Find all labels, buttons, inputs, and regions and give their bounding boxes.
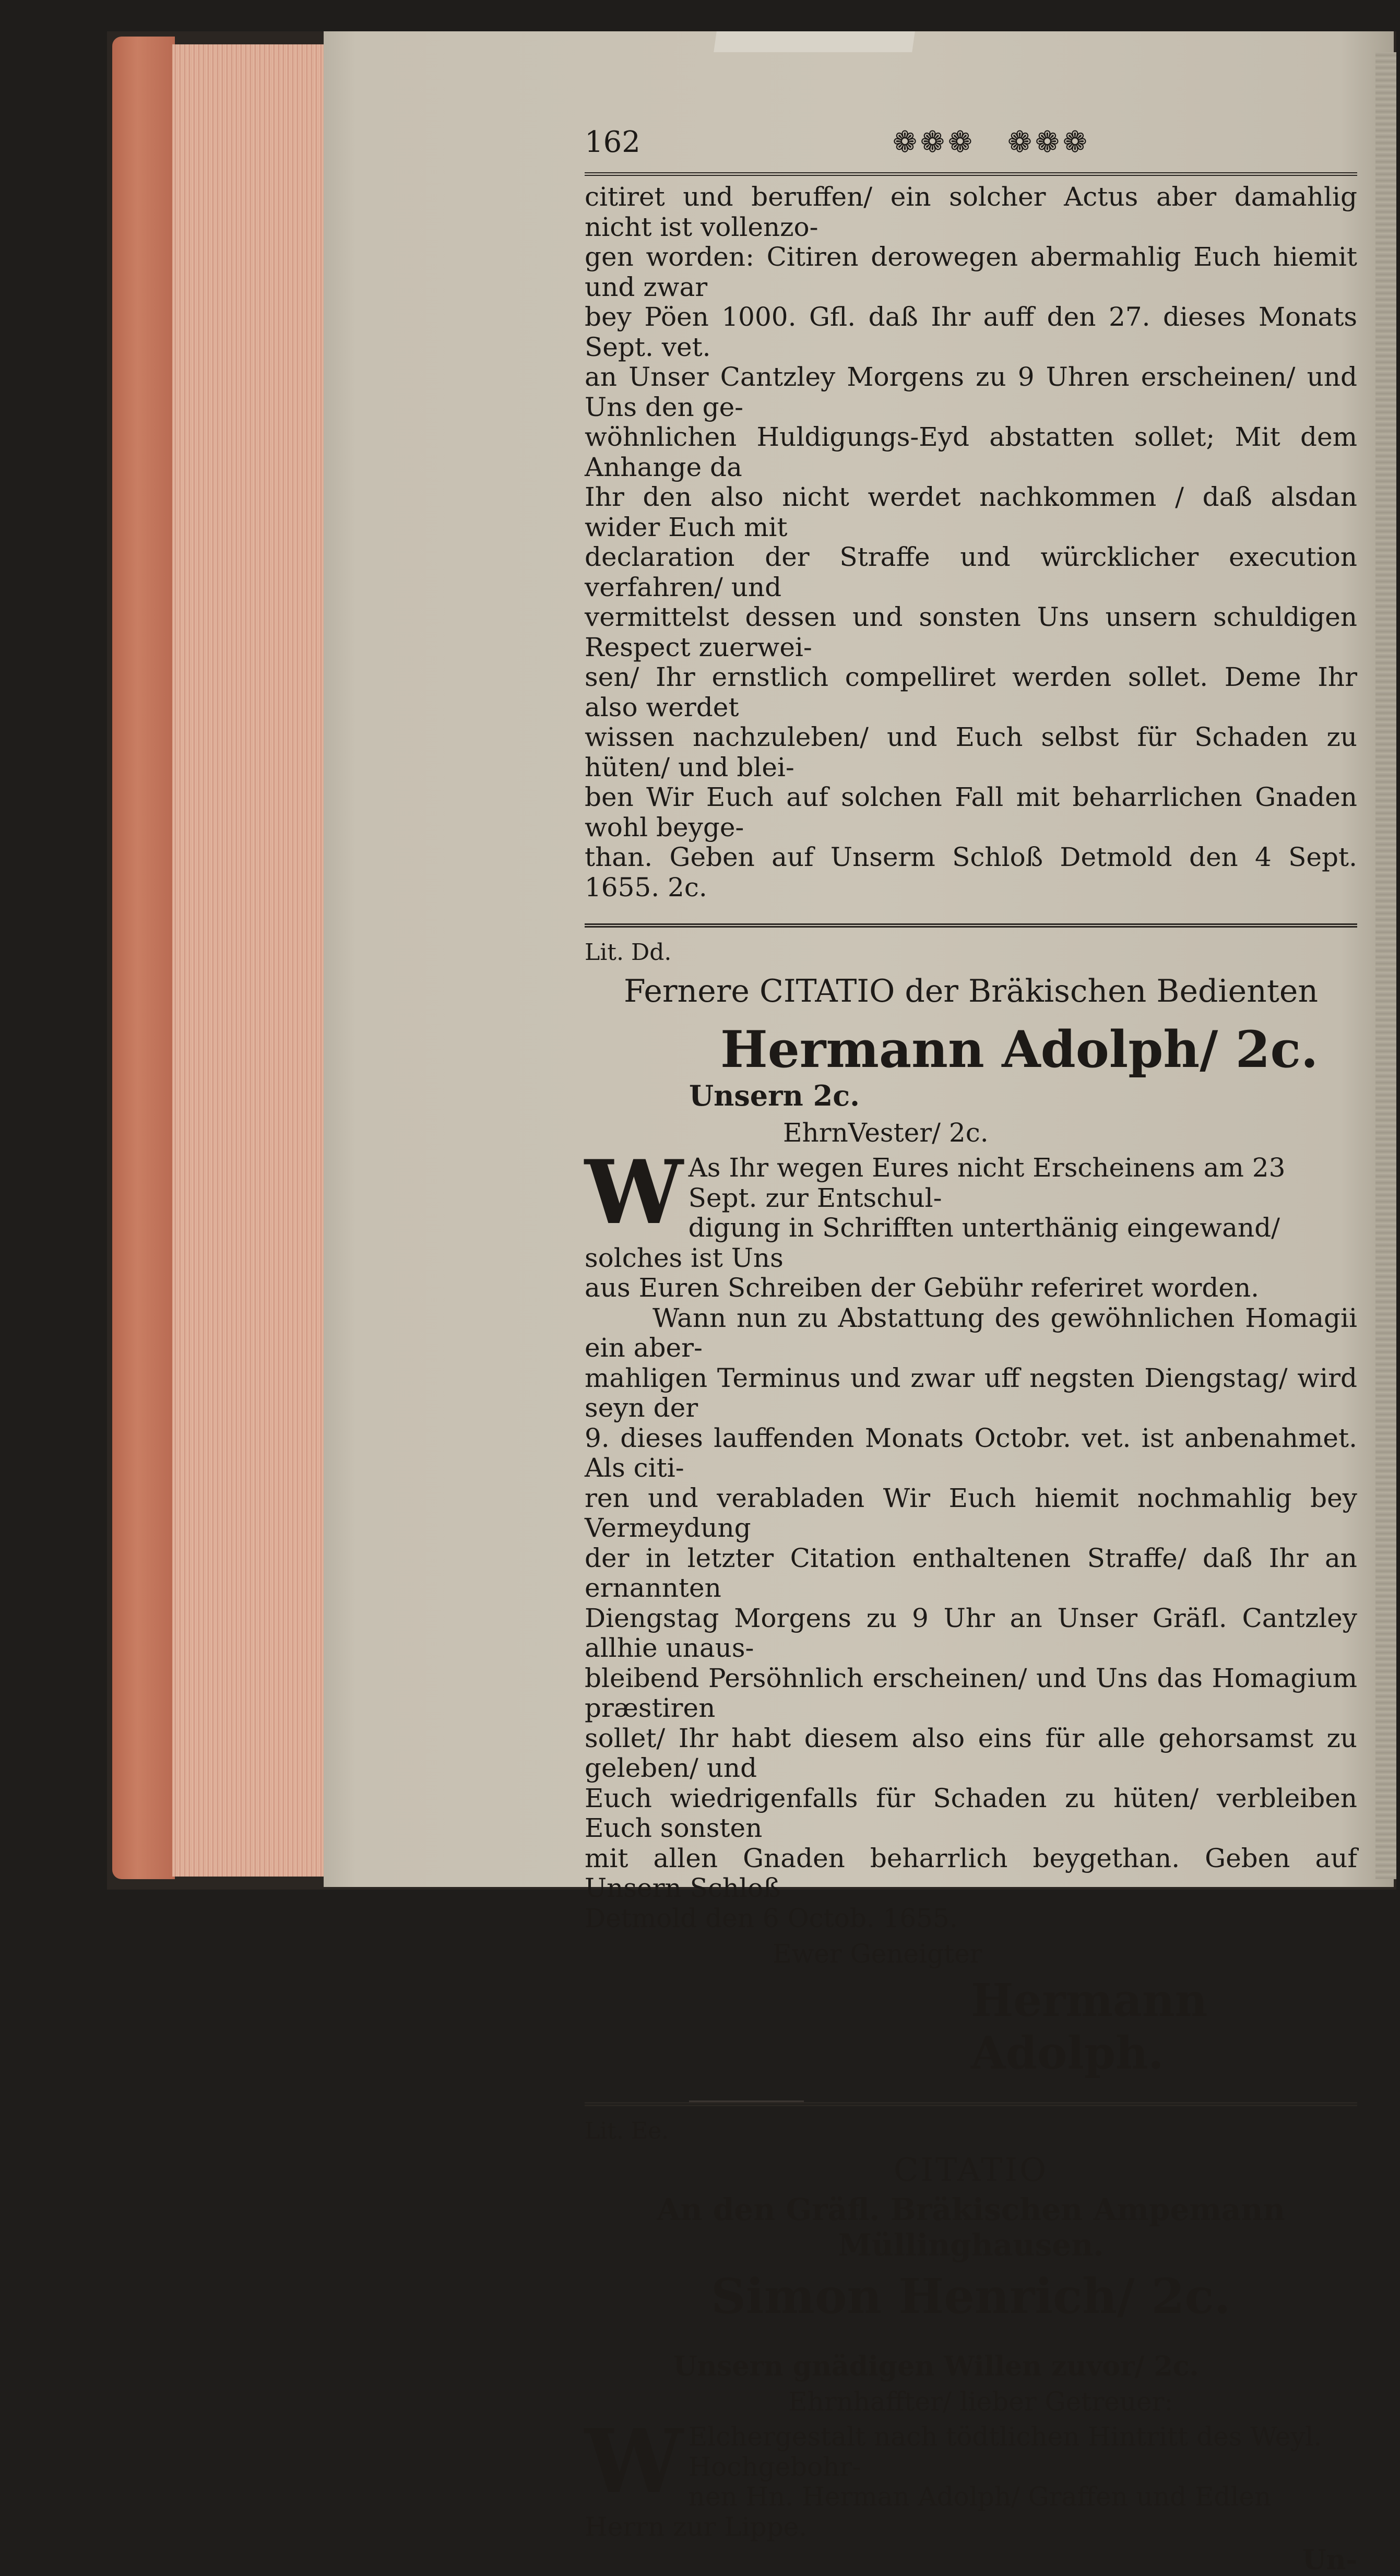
page-edges [172,44,324,1877]
ornament-right: ❁❁❁ [1007,125,1090,159]
page-number: 162 [585,125,640,159]
section3-para [585,2409,1357,2542]
section3-subtitle: An den Gräfl. Bräkischen Ampemann Müllinghausen. [657,2192,1285,2263]
section-divider-2 [585,2102,1357,2106]
section3-salutation: Unsern gnädigen Willen zuvor/ 2c. [673,2351,1199,2382]
section2-signature: Hermann Adolph. [971,1974,1208,2080]
section1-text: citiret und beruffen/ ein solcher Actus aber damahlig nicht ist vollenzo- gen worden: Citiren derowegen abermahlig Euch hiemit und zwar bey Pöen 1000. Gfl. daß Ihr auff den 27. dieses Monats Sept. vet. an Unser Cantzley Morgens zu 9 Uhren erscheinen/ und Uns den ge- wöhnlichen Huldigungs-Eyd abstatten sollet; Mit dem Anhange da Ihr den also nicht werdet nachkommen / daß alsdan wider Euch mit declaration der Straffe und würcklicher execution verfahren/ und vermittelst dessen und sonsten Uns unsern schuldigen Respect zuerwei- sen/ Ihr ernstlich compelliret werden sollet. Deme Ihr also werdet wissen nachzuleben/ und Euch selbst für Schaden zu hüten/ und blei- ben Wir Euch auf solchen Fall mit beharrlichen Gnaden wohl beyge- than. Geben auf Unserm Schloß Detmold den 4 Sept. 1655. 2c. [585,182,1357,903]
section2-para1 [585,1141,1357,1303]
section2-salutation: Unsern 2c. [689,1079,860,1112]
section3-lit-label: Lit. Ee. [585,2118,669,2144]
section2-dropcap: W [585,1141,683,1244]
section2-closing: Ewer Geneigter [773,1939,982,1969]
section2-name: Hermann Adolph/ 2c. [720,1020,1319,1079]
section-divider [585,923,1357,928]
section3-para-text: Elchergestalt nach tödtlichen Hintritt des Weyl. Hochgebohr- nen Hn. Herman Adolph/ Graffen und Edlen Herrn zur Lippe. [585,2421,1322,2542]
section2-para2: Wann nun zu Abstattung des gewöhnlichen Homagii ein aber- mahligen Terminus und zwar uff negsten Diengstag/ wird seyn der 9. dieses lauffenden Monats Octobr. vet. ist anbenahmet. Als citi- ren und verabladen Wir Euch hiemit nochmahlig bey Vermeydung der in letzter Citation enthaltenen Straffe/ daß Ihr an ernannten Diengstag Morgens zu 9 Uhr an Unser Gräfl. Cantzley allhie unaus- bleibend Persöhnlich erscheinen/ und Uns das Homagium præstiren sollet/ Ihr habt diesem also eins für alle gehorsamst zu geleben/ und Euch wiedrigenfalls für Schaden zu hüten/ verbleiben Euch sonsten mit allen Gnaden beharrlich beygethan. Geben auf Unsern Schloß Detmold den 6 Octob. 1655. [585,1302,1357,1933]
section3-salutation2: Ehrnhaffter/ lieber Getreuer: [788,2387,1173,2417]
page-header [585,125,1357,176]
section3-name: Simon Henrich/ 2c. [711,2268,1231,2324]
page-content [585,125,1357,2576]
right-page-edge [1375,52,1396,1879]
section2-para1-text: As Ihr wegen Eures nicht Erscheinens am 23 Sept. zur Entschul- digung in Schrifften unterthänig eingewand/ solches ist Uns aus Euren Schreiben der Gebühr referiret worden. [585,1153,1286,1303]
section3-title: CITATIO [894,2151,1048,2189]
book-cover-edge [112,37,175,1879]
catchword: Un- [1302,2544,1357,2576]
section3-dropcap: W [585,2409,683,2513]
section2-salutation2: EhrnVester/ 2c. [783,1118,989,1148]
section2-heading: Fernere CITATIO der Bräkischen Bedienten [624,973,1318,1010]
section2-lit-label: Lit. Dd. [585,939,672,966]
paper-strip [714,31,915,52]
ornament-left: ❁❁❁ [893,125,976,159]
